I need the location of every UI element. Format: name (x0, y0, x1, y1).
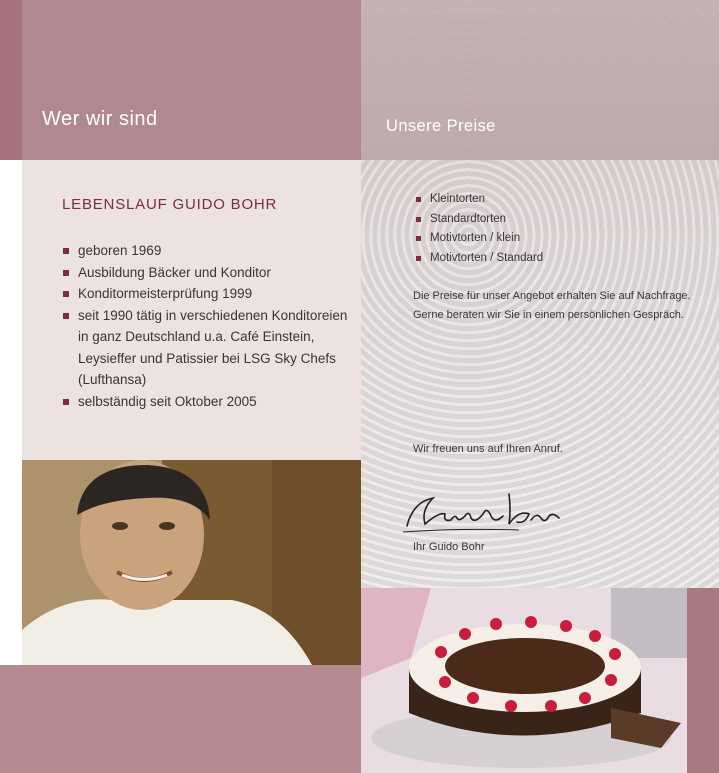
right-edge-band (687, 588, 719, 773)
cv-list (62, 240, 352, 412)
signer-name: Ihr Guido Bohr (413, 541, 485, 553)
cv-item-career: seit 1990 tätig in verschiedenen Konditoreien in ganz Deutschland u.a. Café Einstein, Leysieffer und Patissier bei LSG Sky Chefs (Lufthansa) (62, 305, 352, 391)
cv-item-self-employed: selbständig seit Oktober 2005 (62, 391, 352, 413)
portrait-illustration (22, 460, 361, 665)
left-edge-top-band (0, 0, 22, 160)
left-header-panel (22, 0, 361, 160)
cv-item-training: Ausbildung Bäcker und Konditor (62, 262, 352, 284)
cv-item-master-exam: Konditormeisterprüfung 1999 (62, 283, 352, 305)
portrait-photo (22, 460, 361, 665)
price-item-motivtorten-klein: Motivtorten / klein (416, 229, 543, 249)
price-list (416, 190, 543, 268)
closing-line: Wir freuen uns auf Ihren Anruf. (413, 443, 563, 455)
left-footer-band (22, 665, 361, 773)
price-note: Die Preise für unser Angebot erhalten Sie auf Nachfrage. Gerne beraten wir Sie in einem persönlichen Gespräch. (413, 290, 691, 321)
prices-title: Unsere Preise (386, 117, 496, 135)
cv-panel (22, 160, 361, 460)
right-header-panel (361, 0, 719, 160)
prices-panel (361, 0, 719, 588)
cv-item-birth: geboren 1969 (62, 240, 352, 262)
cake-illustration (361, 588, 687, 773)
price-item-motivtorten-standard: Motivtorten / Standard (416, 249, 543, 269)
cake-photo (361, 588, 687, 773)
page-title-wer-wir-sind: Wer wir sind (42, 108, 158, 130)
cv-section-title: LEBENSLAUF GUIDO BOHR (62, 196, 278, 213)
left-edge-bottom-band (0, 665, 22, 773)
price-item-kleintorten: Kleintorten (416, 190, 543, 210)
signature-icon (399, 480, 569, 540)
price-item-standardtorten: Standardtorten (416, 210, 543, 230)
